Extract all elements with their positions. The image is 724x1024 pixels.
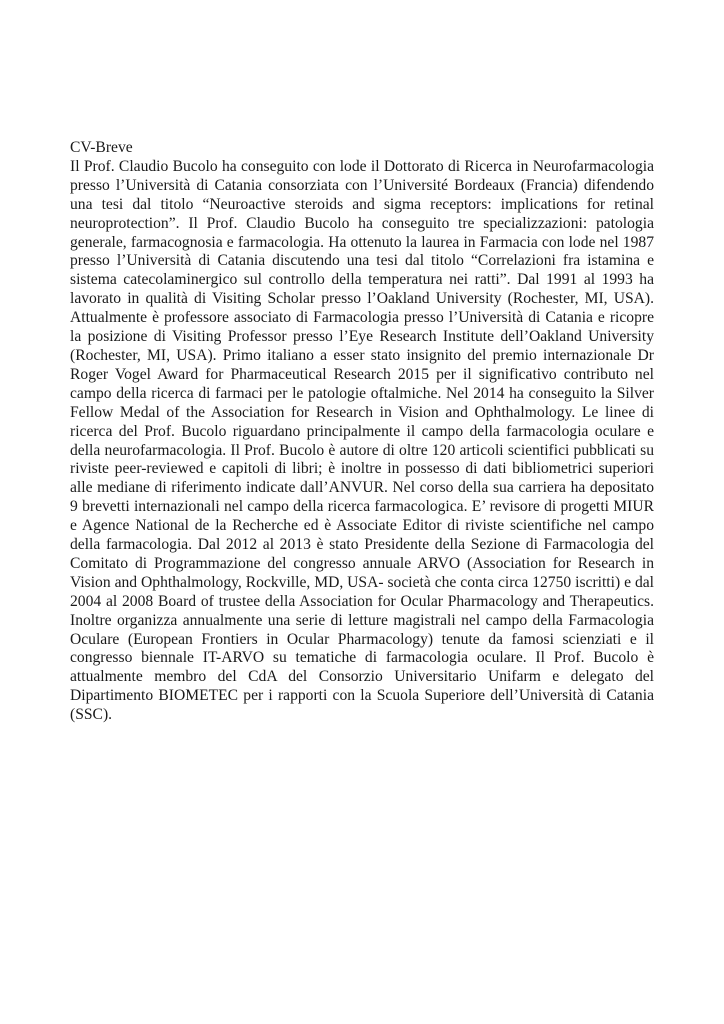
cv-body-paragraph: Il Prof. Claudio Bucolo ha conseguito con lode il Dottorato di Ricerca in Neurofarmacologia presso l’Università di Catania consorziata con l’Université Bordeaux (Francia) difendendo una tesi dal titolo “Neuroactive steroids and sigma receptors: implications for retinal neuroprotection”. Il Prof. Claudio Bucolo ha conseguito tre specializzazioni: patologia generale, farmacognosia e farmacologia. Ha ottenuto la laurea in Farmacia con lode nel 1987 presso l’Università di Catania discutendo una tesi dal titolo “Correlazioni fra istamina e sistema catecolaminergico sul controllo della temperatura nei ratti”. Dal 1991 al 1993 ha lavorato in qualità di Visiting Scholar presso l’Oakland University (Rochester, MI, USA). Attualmente è professore associato di Farmacologia presso l’Università di Catania e ricopre la posizione di Visiting Professor presso l’Eye Research Institute dell’Oakland University (Rochester, MI, USA). Primo italiano a esser stato insignito del premio internazionale Dr Roger Vogel Award for Pharmaceutical Research 2015 per il significativo contributo nel campo della ricerca di farmaci per le patologie oftalmiche. Nel 2014 ha conseguito la Silver Fellow Medal of the Association for Research in Vision and Ophthalmology. Le linee di ricerca del Prof. Bucolo riguardano principalmente il campo della farmacologia oculare e della neurofarmacologia. Il Prof. Bucolo è autore di oltre 120 articoli scientifici pubblicati su riviste peer-reviewed e capitoli di libri; è inoltre in possesso di dati bibliometrici superiori alle mediane di riferimento indicate dall’ANVUR. Nel corso della sua carriera ha depositato 9 brevetti internazionali nel campo della ricerca farmacologica. E’ revisore di progetti MIUR e Agence National de la Recherche ed è Associate Editor di riviste scientifiche nel campo della farmacologia. Dal 2012 al 2013 è stato Presidente della Sezione di Farmacologia del Comitato di Programmazione del congresso annuale ARVO (Association for Research in Vision and Ophthalmology, Rockville, MD, USA- società che conta circa 12750 iscritti) e dal 2004 al 2008 Board of trustee della Association for Ocular Pharmacology and Therapeutics. Inoltre organizza annualmente una serie di letture magistrali nel campo della Farmacologia Oculare (European Frontiers in Ocular Pharmacology) tenute da famosi scienziati e il congresso biennale IT-ARVO su tematiche di farmacologia oculare. Il Prof. Bucolo è attualmente membro del CdA del Consorzio Universitario Unifarm e delegato del Dipartimento BIOMETEC per i rapporti con la Scuola Superiore dell’Università di Catania (SSC). [70, 157, 654, 724]
document-heading: CV-Breve [70, 139, 133, 156]
cv-content [70, 139, 654, 725]
